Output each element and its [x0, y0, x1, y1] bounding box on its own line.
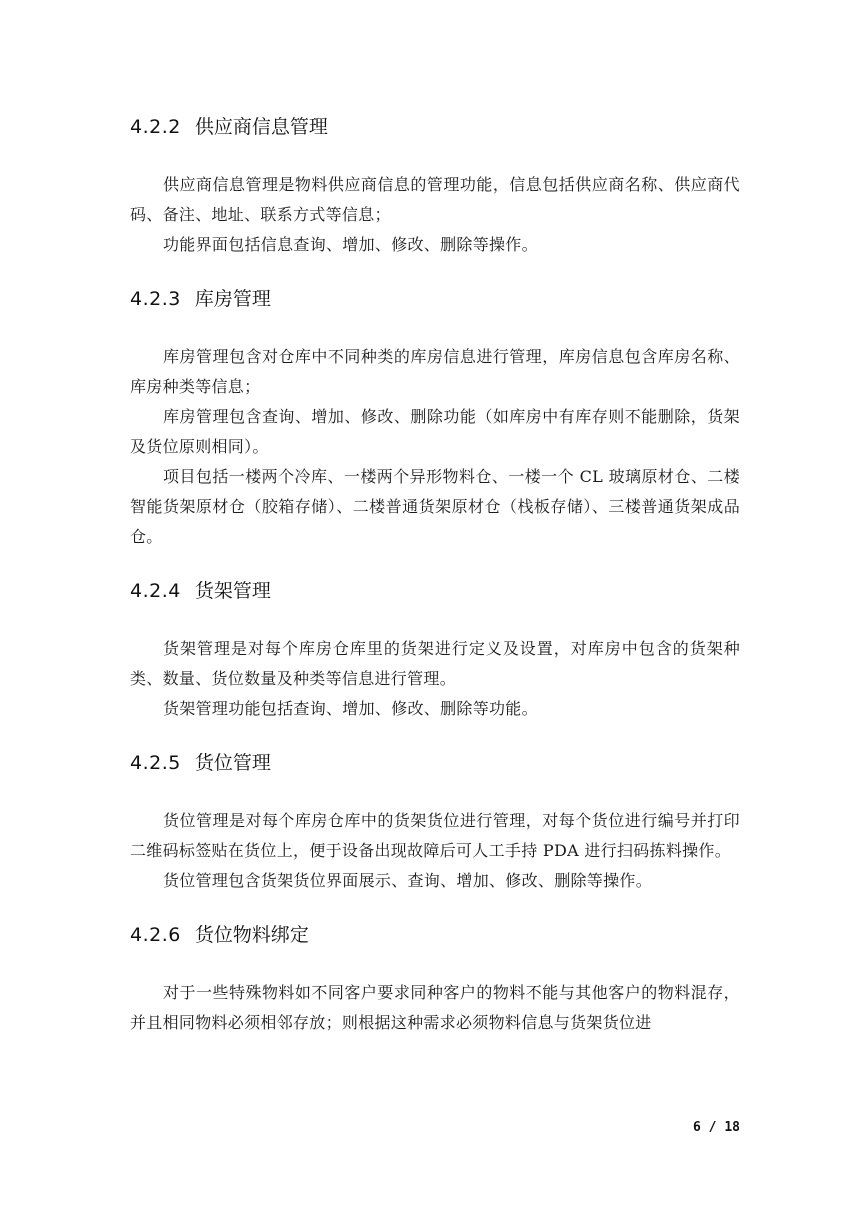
section-title: 库房管理 [194, 288, 271, 310]
section-supplier-info [130, 112, 740, 260]
paragraph: 货架管理功能包括查询、增加、修改、删除等功能。 [163, 699, 538, 718]
section-heading [130, 112, 740, 142]
paragraph: 功能界面包括信息查询、增加、修改、删除等操作。 [163, 235, 538, 254]
section-number: 4.2.5 [130, 752, 181, 774]
paragraph: 项目包括一楼两个冷库、一楼两个异形物料仓、一楼一个 CL 玻璃原材仓、二楼智能货架原材仓（胶箱存储）、二楼普通货架原材仓（栈板存储）、三楼普通货架成品仓。 [130, 467, 740, 546]
paragraph: 货位管理是对每个库房仓库中的货架货位进行管理，对每个货位进行编号并打印二维码标签贴在货位上，便于设备出现故障后可人工手持 PDA 进行扫码拣料操作。 [130, 811, 740, 860]
section-heading [130, 284, 740, 314]
section-paragraphs [130, 978, 740, 1038]
section-paragraphs [130, 170, 740, 260]
section-location-material-binding [130, 920, 740, 1038]
section-spacer [130, 724, 740, 748]
page-number: 6 / 18 [693, 1120, 740, 1135]
section-title: 货位管理 [194, 752, 271, 774]
section-number: 4.2.2 [130, 116, 181, 138]
section-warehouse [130, 284, 740, 552]
section-title: 供应商信息管理 [194, 116, 328, 138]
section-number: 4.2.3 [130, 288, 181, 310]
section-title: 货架管理 [194, 580, 271, 602]
paragraph: 对于一些特殊物料如不同客户要求同种客户的物料不能与其他客户的物料混存，并且相同物料必须相邻存放；则根据这种需求必须物料信息与货架货位进 [130, 983, 740, 1032]
section-spacer [130, 552, 740, 576]
section-paragraphs [130, 806, 740, 896]
section-location [130, 748, 740, 896]
section-spacer [130, 896, 740, 920]
section-shelf [130, 576, 740, 724]
paragraph: 货架管理是对每个库房仓库里的货架进行定义及设置，对库房中包含的货架种类、数量、货位数量及种类等信息进行管理。 [130, 639, 740, 688]
paragraph: 库房管理包含查询、增加、修改、删除功能（如库房中有库存则不能删除，货架及货位原则相同）。 [130, 407, 740, 456]
section-paragraphs [130, 634, 740, 724]
section-spacer [130, 260, 740, 284]
section-heading [130, 920, 740, 950]
section-title: 货位物料绑定 [194, 924, 309, 946]
paragraph: 库房管理包含对仓库中不同种类的库房信息进行管理，库房信息包含库房名称、库房种类等信息； [130, 347, 740, 396]
section-heading [130, 748, 740, 778]
document-body [130, 112, 740, 1038]
paragraph: 供应商信息管理是物料供应商信息的管理功能，信息包括供应商名称、供应商代码、备注、地址、联系方式等信息； [130, 175, 740, 224]
paragraph: 货位管理包含货架货位界面展示、查询、增加、修改、删除等操作。 [163, 871, 653, 890]
section-number: 4.2.4 [130, 580, 181, 602]
section-paragraphs [130, 342, 740, 552]
section-heading [130, 576, 740, 606]
section-number: 4.2.6 [130, 924, 181, 946]
